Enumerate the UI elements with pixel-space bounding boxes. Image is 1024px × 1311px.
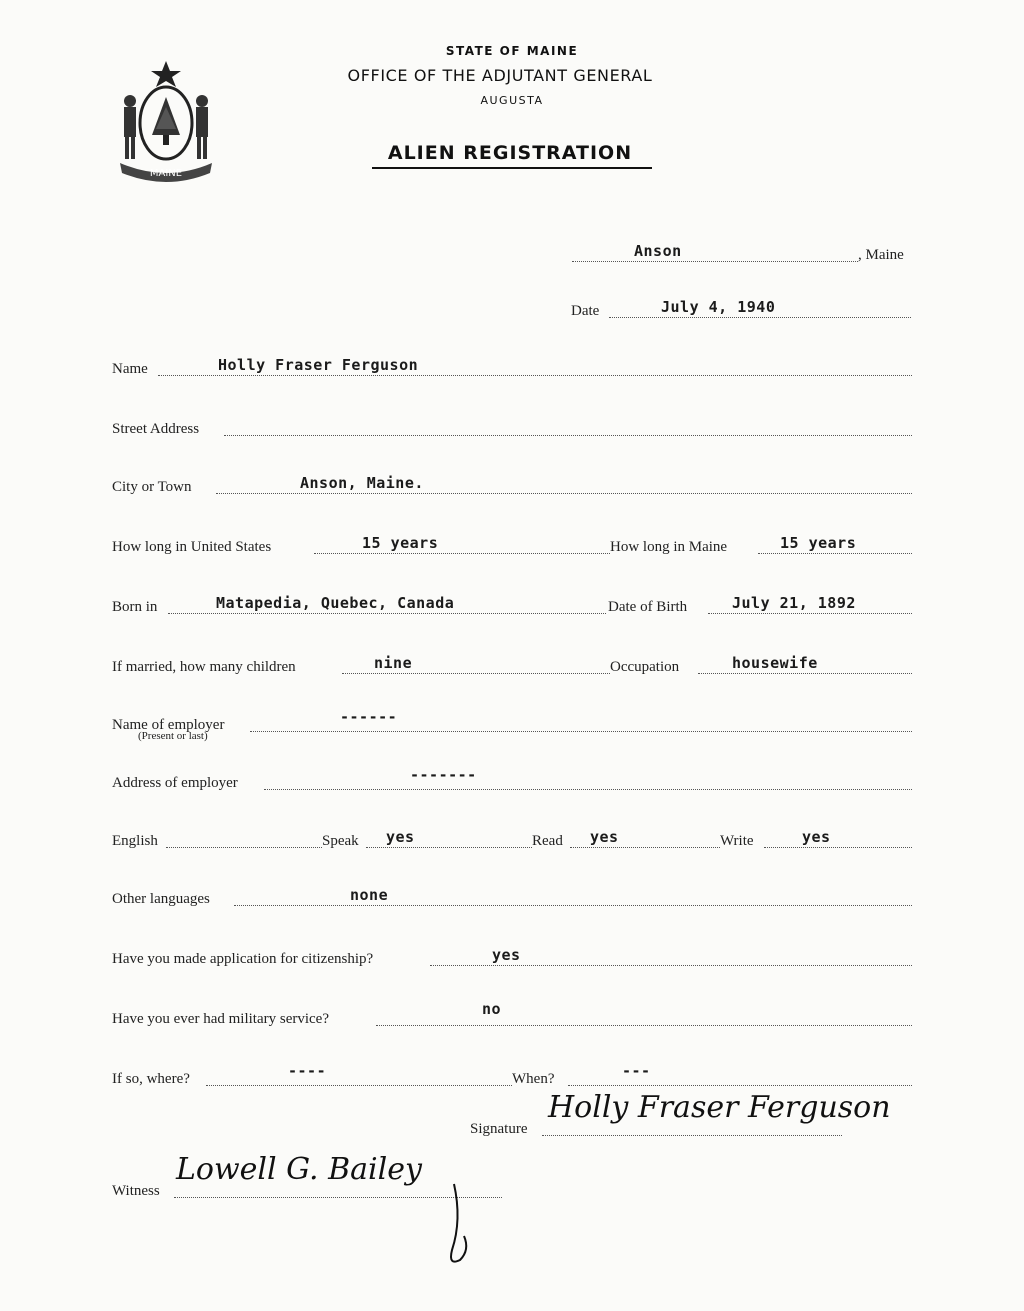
when-value[interactable]: --- bbox=[622, 1062, 651, 1080]
header-office: OFFICE OF THE ADJUTANT GENERAL bbox=[347, 66, 653, 85]
children-label: If married, how many children bbox=[112, 659, 296, 675]
occupation-label: Occupation bbox=[610, 659, 680, 675]
military-label: Have you ever had military service? bbox=[112, 1011, 329, 1027]
employer-address-row bbox=[112, 768, 912, 794]
city-label: City or Town bbox=[112, 479, 192, 495]
header-state: STATE OF MAINE bbox=[445, 44, 579, 58]
dob-label: Date of Birth bbox=[608, 599, 688, 615]
where-value[interactable]: ---- bbox=[288, 1062, 327, 1080]
name-row bbox=[112, 354, 912, 380]
speak-value[interactable]: yes bbox=[386, 828, 415, 846]
witness-value[interactable]: Lowell G. Bailey bbox=[176, 1152, 422, 1187]
duration-row bbox=[112, 532, 912, 558]
location-value[interactable]: Anson bbox=[634, 242, 682, 260]
where-label: If so, where? bbox=[112, 1071, 190, 1087]
employer-value[interactable]: ------ bbox=[340, 708, 398, 726]
witness-flourish-icon bbox=[440, 1180, 480, 1270]
children-row bbox=[112, 652, 912, 678]
citizenship-label: Have you made application for citizenship? bbox=[112, 951, 374, 967]
write-label: Write bbox=[720, 833, 754, 849]
street-label: Street Address bbox=[112, 421, 200, 437]
read-value[interactable]: yes bbox=[590, 828, 619, 846]
name-value[interactable]: Holly Fraser Ferguson bbox=[218, 356, 419, 374]
speak-label: Speak bbox=[322, 833, 359, 849]
write-value[interactable]: yes bbox=[802, 828, 831, 846]
employer-address-label: Address of employer bbox=[112, 775, 238, 791]
date-row bbox=[571, 296, 911, 322]
maine-duration-label: How long in Maine bbox=[610, 539, 728, 555]
date-label: Date bbox=[571, 303, 600, 319]
city-row bbox=[112, 472, 912, 498]
read-label: Read bbox=[532, 833, 563, 849]
street-row bbox=[112, 414, 912, 440]
where-when-row bbox=[112, 1064, 912, 1090]
page-title: ALIEN REGISTRATION bbox=[387, 142, 633, 164]
occupation-value[interactable]: housewife bbox=[732, 654, 818, 672]
witness-label: Witness bbox=[112, 1183, 160, 1199]
military-value[interactable]: no bbox=[482, 1000, 502, 1018]
citizenship-value[interactable]: yes bbox=[492, 946, 521, 964]
employer-row bbox=[112, 710, 912, 736]
languages-label: Other languages bbox=[112, 891, 210, 907]
maine-duration-value[interactable]: 15 years bbox=[780, 534, 857, 552]
english-label: English bbox=[112, 833, 158, 849]
us-duration-value[interactable]: 15 years bbox=[362, 534, 439, 552]
location-row bbox=[572, 240, 916, 266]
title-underline bbox=[372, 167, 652, 169]
employer-note: (Present or last) bbox=[138, 730, 208, 742]
us-duration-label: How long in United States bbox=[112, 539, 272, 555]
birth-row bbox=[112, 592, 912, 618]
languages-row bbox=[112, 884, 912, 910]
date-value[interactable]: July 4, 1940 bbox=[661, 298, 776, 316]
employer-address-value[interactable]: ------- bbox=[410, 766, 477, 784]
seal-banner-text: MAINE bbox=[149, 168, 183, 179]
when-label: When? bbox=[512, 1071, 555, 1087]
languages-value[interactable]: none bbox=[350, 886, 389, 904]
citizenship-row bbox=[112, 944, 912, 970]
english-row bbox=[112, 826, 912, 852]
born-label: Born in bbox=[112, 599, 158, 615]
city-value[interactable]: Anson, Maine. bbox=[300, 474, 424, 492]
name-label: Name bbox=[112, 361, 148, 377]
location-suffix: , Maine bbox=[858, 247, 904, 263]
signature-value[interactable]: Holly Fraser Ferguson bbox=[548, 1090, 891, 1125]
dob-value[interactable]: July 21, 1892 bbox=[732, 594, 856, 612]
military-row bbox=[112, 1000, 912, 1030]
header-city: AUGUSTA bbox=[480, 94, 544, 107]
born-value[interactable]: Matapedia, Quebec, Canada bbox=[216, 594, 455, 612]
children-value[interactable]: nine bbox=[374, 654, 413, 672]
signature-label: Signature bbox=[470, 1121, 528, 1137]
employer-label: Name of employer bbox=[112, 717, 225, 733]
